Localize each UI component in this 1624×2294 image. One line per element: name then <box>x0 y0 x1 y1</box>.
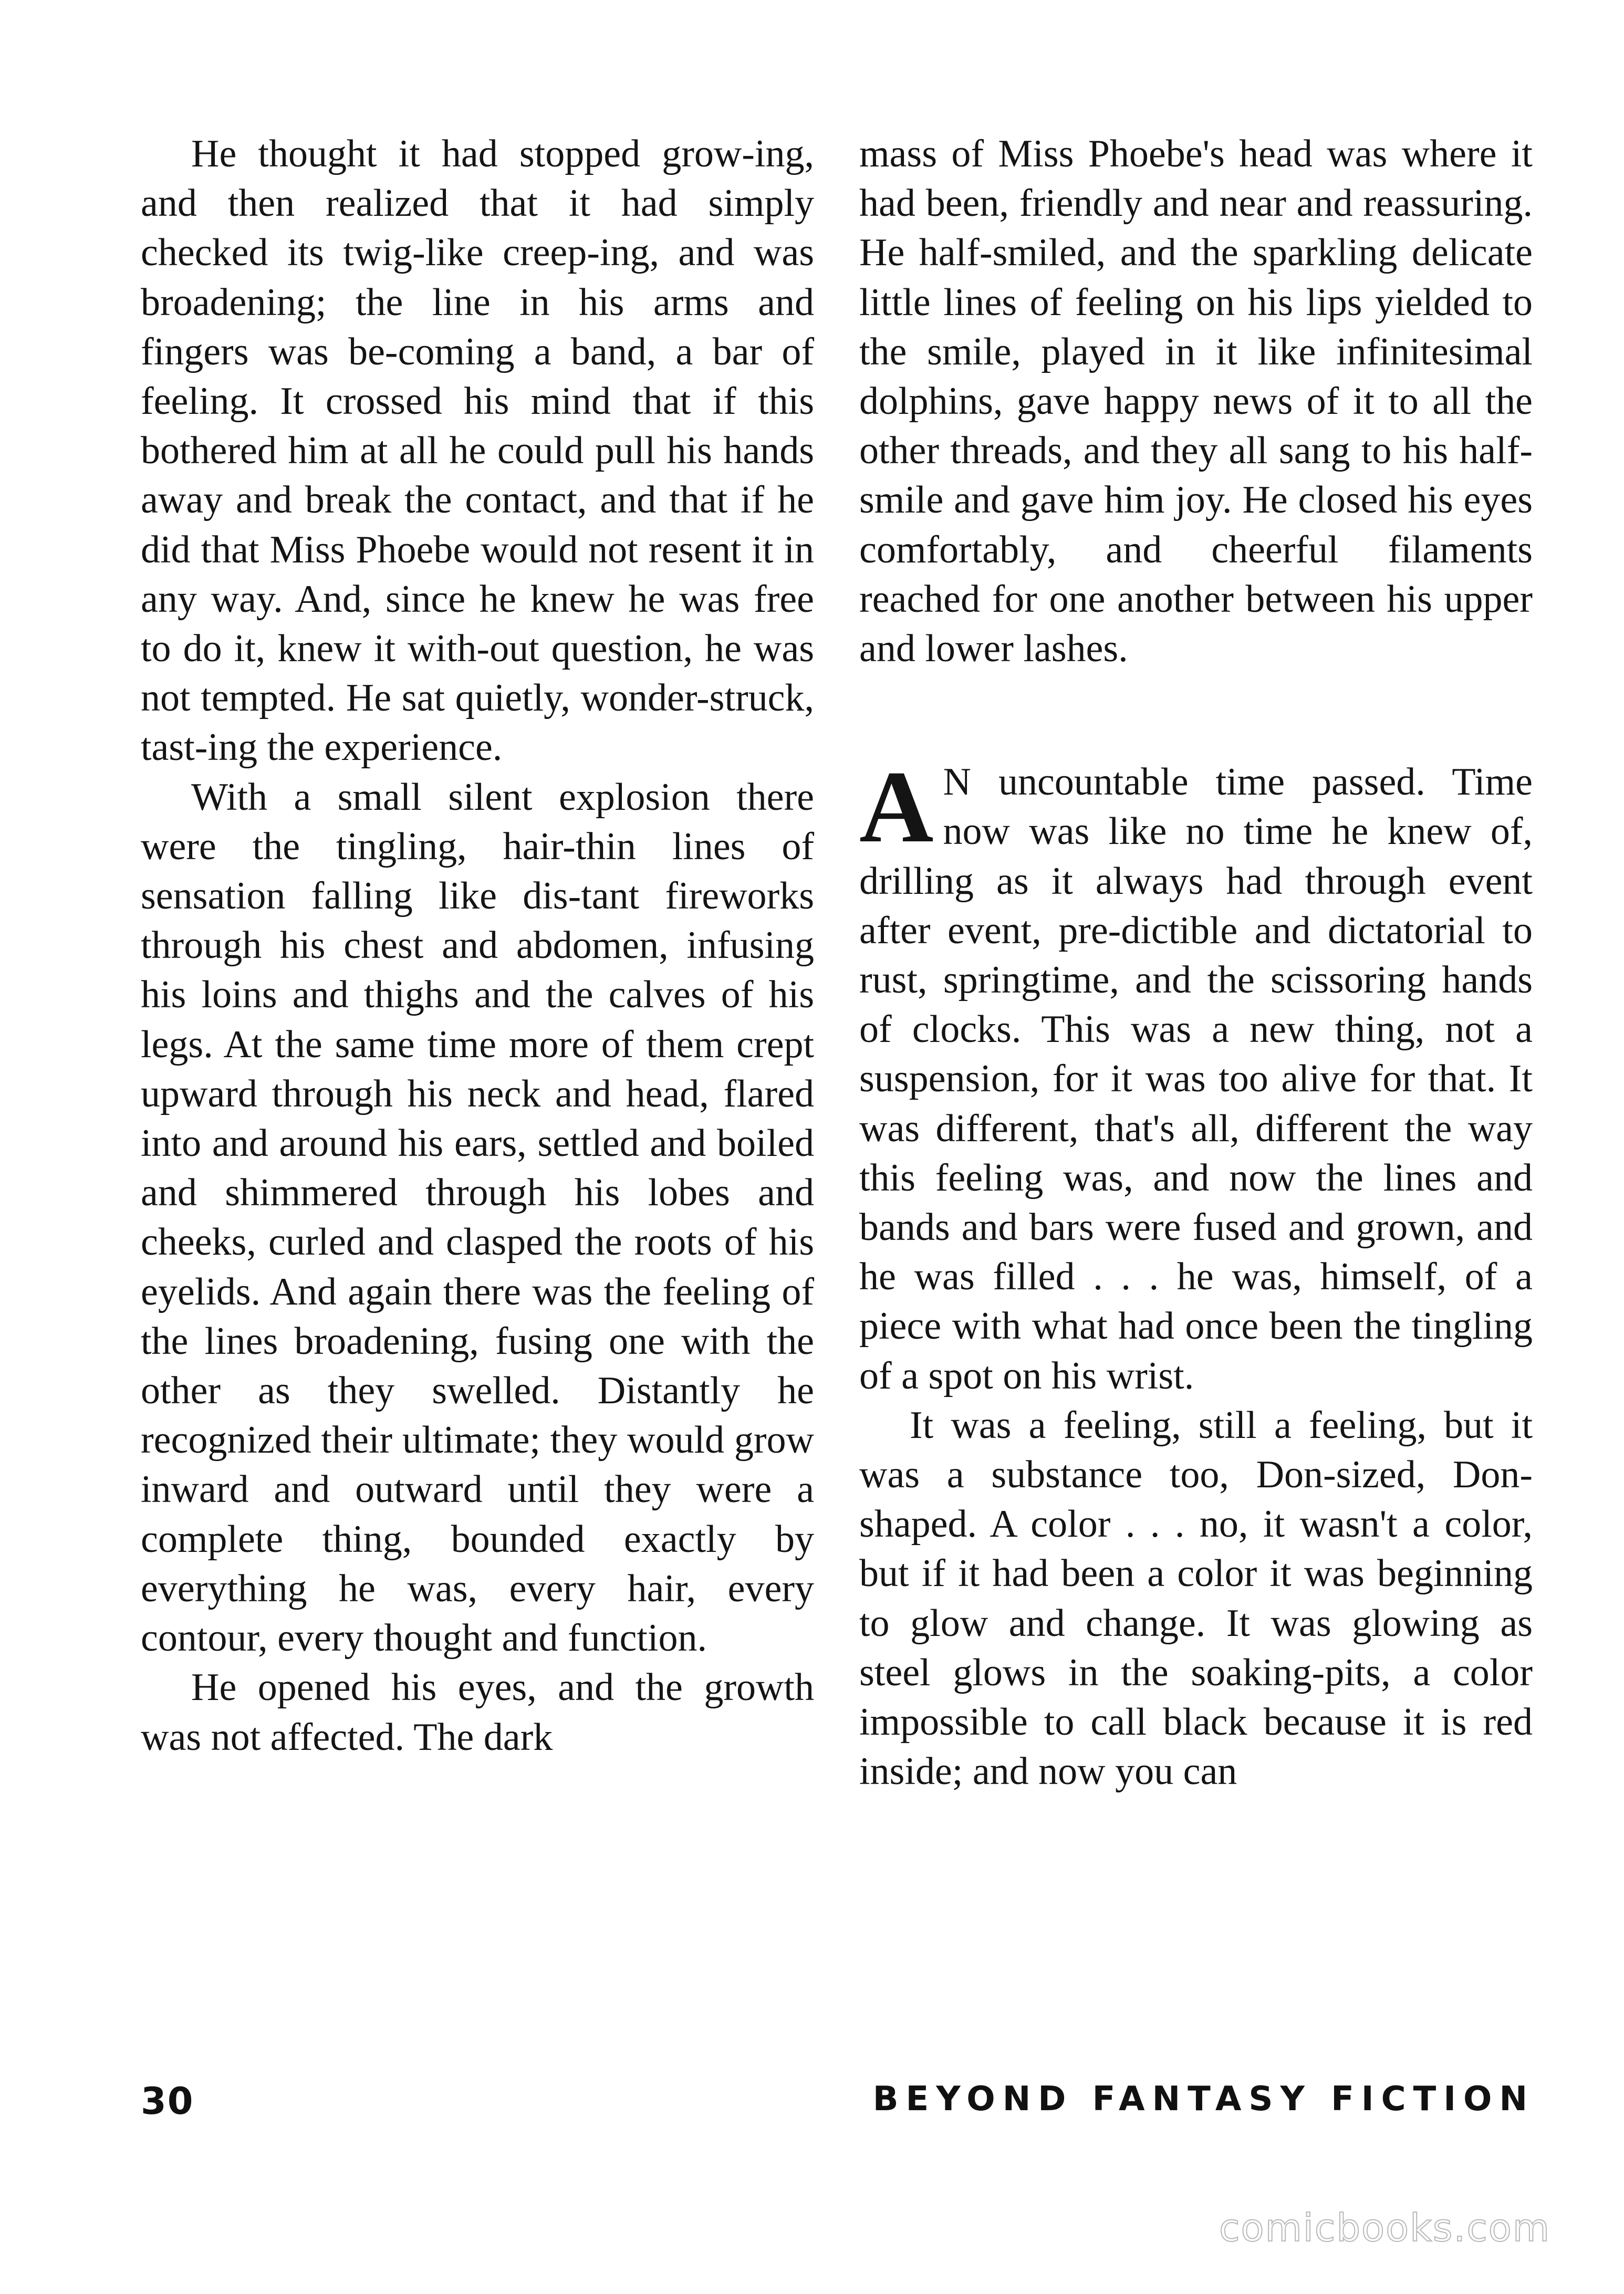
right-column <box>859 129 1533 1797</box>
paragraph: mass of Miss Phoebe's head was where it had been, friendly and near and reassuring. He half-smiled, and the sparkling delicate little lines of feeling on his lips yielded to the smile, played in it like infinitesimal dolphins, gave happy news of it to all the other threads, and they all sang to his half-smile and gave him joy. He closed his eyes comfortably, and cheerful filaments reached for one another between his upper and lower lashes. <box>859 132 1533 671</box>
drop-cap-continuation: N <box>943 760 971 804</box>
running-footer-title: BEYOND FANTASY FICTION <box>872 2080 1535 2119</box>
paragraph: He opened his eyes, and the growth was not affected. The dark <box>141 1666 814 1759</box>
section-opening-paragraph <box>859 750 1533 1401</box>
paragraph: It was a feeling, still a feeling, but it was a substance too, Don-sized, Don-shaped. A color . . . no, it wasn't a color, but if it had been a color it was beginning to glow and change. It was glowing as steel glows in the soaking-pits, a color impossible to call black because it is red inside; and now you can <box>859 1403 1533 1794</box>
paragraph-text: uncountable time passed. Time now was like no time he knew of, drilling as it always had through event after event, pre-dictible and dictatorial to rust, springtime, and the scissoring hands of clocks. This was a new thing, not a suspension, for it was too alive for that. It was different, that's all, different the way this feeling was, and now the lines and bands and bars were fused and grown, and he was filled . . . he was, himself, of a piece with what had once been the tingling of a spot on his wrist. <box>859 760 1533 1398</box>
left-column <box>141 129 814 1762</box>
watermark: comicbooks.com <box>1219 2206 1550 2250</box>
paragraph: He thought it had stopped grow-ing, and then realized that it had simply checked its twig-like creep-ing, and was broadening; the line in his arms and fingers was be-coming a band, a bar of feeling. It crossed his mind that if this bothered him at all he could pull his hands away and break the contact, and that if he did that Miss Phoebe would not resent it in any way. And, since he knew he was free to do it, knew it with-out question, he was not tempted. He sat quietly, wonder-struck, tast-ing the experience. <box>141 132 814 769</box>
page-number: 30 <box>141 2080 194 2123</box>
paragraph: With a small silent explosion there were the tingling, hair-thin lines of sensation falling like dis-tant fireworks through his chest and abdomen, infusing his loins and thighs and the calves of his legs. At the same time more of them crept upward through his neck and head, flared into and around his ears, settled and boiled and shimmered through his lobes and cheeks, curled and clasped the roots of his eyelids. And again there was the feeling of the lines broadening, fusing one with the other as they swelled. Distantly he recognized their ultimate; they would grow inward and outward until they were a complete thing, bounded exactly by everything he was, every hair, every contour, every thought and function. <box>141 775 814 1660</box>
drop-cap: A <box>859 750 934 864</box>
